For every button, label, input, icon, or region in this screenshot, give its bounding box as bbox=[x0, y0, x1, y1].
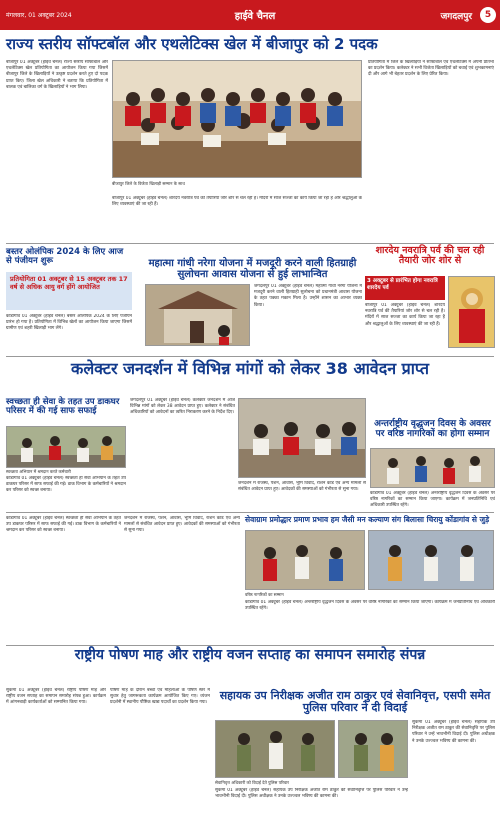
article-nutrition-col1: सुकमा 01 अक्टूबर (हाईवे चैनल) राष्ट्रीय पोषण माह और राष्ट्रीय वजन सप्ताह का समापन समारोह संपन्न हुआ। कार्यक्रम में आंगनबाड़ी कार्यकर्ताओं को सम्मानित किया गया। bbox=[6, 688, 106, 706]
photo-farewell-2 bbox=[338, 720, 408, 778]
article-jandarshan-col2: जनदर्शन में राजस्व, पेंशन, आवास, भूमि विवाद, राशन कार्ड एवं अन्य मामलों से संबंधित आवेदन प्राप्त हुए। आवेदकों की समस्याओं को गंभीरता से सुना गया। bbox=[238, 481, 366, 493]
photo-sewa-1-image bbox=[246, 531, 365, 590]
headline-navratri: शारदेय नवरात्रि पर्व की चल रही तैयारी जोर शोर से bbox=[375, 245, 485, 267]
article-left-b: जनदर्शन में राजस्व, पेंशन, आवास, भूमि विवाद, राशन कार्ड एवं अन्य मामलों से संबंधित आवेदन प्राप्त हुए। आवेदकों की समस्याओं को गंभीरता से सुना गया। bbox=[124, 516, 240, 534]
article-police-farewell: सुकमा 01 अक्टूबर (हाईवे चैनल) सहायक उप निरीक्षक अजीत राम ठाकुर की सेवानिवृत्ति पर पुलिस परिवार ने उन्हें भावभीनी विदाई दी। पुलिस अधीक्षक ने उनके उज्ज्वल भविष्य की कामना की। bbox=[215, 788, 408, 800]
headline-swachhata: स्वच्छता ही सेवा के तहत उप डाकघर परिसर में की गई साफ सफाई bbox=[6, 397, 120, 417]
article-swachhata: कोंडागांव 01 अक्टूबर (हाईवे चैनल) स्वच्छता ही सेवा अभियान के तहत उप डाकघर परिसर में साफ सफाई की गई। डाक विभाग के कर्मचारियों ने श्रमदान कर परिसर को स्वच्छ बनाया। bbox=[6, 476, 126, 494]
article-main-col3: बीजापुर 01 अक्टूबर (हाईवे चैनल) शारदेय नवरात्रि पर्व की तैयारियां जोर शोर से चल रही है। मंदिरों में साज सज्जा का कार्य किया जा रहा है और श्रद्धालुओं के लिए व्यवस्थाएं की जा रही हैं। bbox=[112, 196, 362, 208]
article-nutrition-col2: पोषण माह के दौरान बच्चों एवं महिलाओं के पोषण स्तर में सुधार हेतु जागरूकता कार्यक्रम आयोजित किए गए। व्यंजन प्रदर्शनी में स्थानीय पौष्टिक खाद्य पदार्थों का प्रदर्शन किया गया। bbox=[110, 688, 210, 706]
article-left-a: कोंडागांव 01 अक्टूबर (हाईवे चैनल) स्वच्छता ही सेवा अभियान के तहत उप डाकघर परिसर में साफ सफाई की गई। डाक विभाग के कर्मचारियों ने श्रमदान कर परिसर को स्वच्छ बनाया। bbox=[6, 516, 121, 534]
paper-name: हाईवे चैनल bbox=[234, 11, 276, 22]
photo-sewa-2-image bbox=[369, 531, 494, 590]
photo-swachhata-image bbox=[7, 427, 126, 468]
headline-main: राज्य स्तरीय सॉफ्टबॉल और एथलेटिक्स खेल में बीजापुर को 2 पदक bbox=[6, 35, 378, 53]
headline-nrega: महात्मा गांधी नरेगा योजना में मजदूरी करने वाली हितग्राही सुलोचना आवास योजना से हुई लाभान्वित bbox=[148, 258, 357, 280]
divider bbox=[6, 512, 494, 513]
photo-sewa-caption: वरिष्ठ नागरिकों का सम्मान bbox=[245, 592, 284, 597]
headline-jandarshan: कलेक्टर जनदर्शन में विभिन्न मांगों को लेकर 38 आवेदन प्राप्त bbox=[71, 359, 429, 378]
photo-farewell-2-image bbox=[339, 721, 408, 778]
article-senior-citizens: कोंडागांव 01 अक्टूबर (हाईवे चैनल) अन्तर्राष्ट्रीय वृद्धजन दिवस के अवसर पर वरिष्ठ नागरिकों का सम्मान किया जाएगा। कार्यक्रम में जनप्रतिनिधि एवं अधिकारी उपस्थित रहेंगे। bbox=[370, 491, 495, 509]
headline-police-farewell: सहायक उप निरीक्षक अजीत राम ठाकुर एवं सेवानिवृत्त, एसपी समेत पुलिस परिवार ने दी विदाई bbox=[219, 689, 491, 715]
highlight-box-text: प्रतियोगिता 01 अक्टूबर से 15 अक्टूबर तक 17 वर्ष से अधिक आयु वर्ग होंगे आयोजित bbox=[10, 275, 128, 291]
photo-goddess bbox=[448, 276, 495, 348]
edition-place: जगदलपुर bbox=[440, 11, 472, 22]
article-nrega: जगदलपुर 01 अक्टूबर (हाईवे चैनल) महात्मा गांधी नरेगा योजना में मजदूरी करने वाली हितग्राही सुलोचना को प्रधानमंत्री आवास योजना के तहत पक्का मकान मिला है। उन्होंने शासन का आभार व्यक्त किया। bbox=[254, 284, 362, 308]
article-navratri: बीजापुर 01 अक्टूबर (हाईवे चैनल) शारदेय नवरात्रि पर्व की तैयारियां जोर शोर से चल रही है। मंदिरों में साज सज्जा का कार्य किया जा रहा है और श्रद्धालुओं के लिए व्यवस्थाएं की जा रही हैं। bbox=[365, 303, 445, 327]
divider bbox=[6, 243, 494, 244]
photo-sewa-1 bbox=[245, 530, 365, 590]
photo-house-image bbox=[146, 285, 250, 346]
masthead bbox=[0, 0, 500, 30]
article-main-col1: बीजापुर 01 अक्टूबर (हाईवे चैनल) राज्य स्तरीय सॉफ्टबॉल और एथलेटिक्स खेल प्रतियोगिता का आयोजन किया गया जिसमें बीजापुर जिले के खिलाड़ियों ने उत्कृष्ट प्रदर्शन करते हुए दो पदक प्राप्त किए। जिला खेल अधिकारी ने बताया कि प्रतियोगिता में बालक एवं बालिका वर्ग के खिलाड़ियों ने भाग लिया। bbox=[6, 60, 108, 90]
headline-bastar-olympic: बस्तर ओलंपिक 2024 के लिए आज से पंजीयन शुरू bbox=[6, 247, 124, 267]
photo-swachhata bbox=[6, 426, 126, 468]
article-bastar-olympic: कोंडागांव 01 अक्टूबर (हाईवे चैनल) बस्तर ओलंपिक 2024 के लिए पंजीयन प्रारंभ हो गया है। प्रतियोगिता में विभिन्न खेलों का आयोजन किया जाएगा जिसमें ग्रामीण एवं शहरी खिलाड़ी भाग लेंगे। bbox=[6, 314, 132, 332]
photo-farewell-1 bbox=[215, 720, 335, 778]
divider bbox=[6, 356, 494, 357]
navratri-subhead: 3 अक्टूबर से प्रारंभित होगा नवरात्रि शारदेय पर्व bbox=[365, 276, 445, 300]
photo-goddess-image bbox=[449, 277, 495, 348]
photo-sewa-2 bbox=[368, 530, 494, 590]
photo-athletes bbox=[112, 60, 362, 178]
headline-sewa: सेवाग्राम प्रमोद्धार प्रमाण प्रभाव हम जैसी मन कल्याण संग बिलासा चिरायु कोंडागांव से जुड़े bbox=[245, 515, 490, 524]
photo-senior bbox=[370, 448, 495, 488]
headline-nutrition: राष्ट्रीय पोषण माह और राष्ट्रीय वजन सप्ताह का समापन समारोह संपन्न bbox=[74, 647, 426, 663]
page-number: 5 bbox=[480, 7, 496, 23]
photo-athletes-caption: बीजापुर जिले के विजेता खिलाड़ी सम्मान के साथ bbox=[112, 181, 185, 186]
photo-swachhata-caption: स्वच्छता अभियान में श्रमदान करते कर्मचारी bbox=[6, 469, 71, 474]
issue-date: मंगलवार, 01 अक्टूबर 2024 bbox=[6, 12, 72, 19]
divider bbox=[6, 645, 494, 646]
photo-athletes-image bbox=[113, 61, 362, 178]
photo-house bbox=[145, 284, 250, 346]
headline-senior-citizens: अन्तर्राष्ट्रीय वृद्धजन दिवस के अवसर पर वरिष्ठ नागरिकों का होगा सम्मान bbox=[374, 419, 491, 439]
article-main-col2: प्रतियोगिता में जिले के खिलाड़ियों ने सॉफ्टबॉल एवं एथलेटिक्स में अपनी प्रतिभा का प्रदर्शन किया। कलेक्टर ने सभी विजेता खिलाड़ियों को बधाई एवं शुभकामनाएं दी और आगे भी बेहतर प्रदर्शन के लिए प्रेरित किया। bbox=[368, 60, 494, 78]
photo-senior-image bbox=[371, 449, 495, 488]
article-sewa: कोंडागांव 01 अक्टूबर (हाईवे चैनल) अन्तर्राष्ट्रीय वृद्धजन दिवस के अवसर पर वरिष्ठ नागरिकों का सम्मान किया जाएगा। कार्यक्रम में जनप्रतिनिधि एवं अधिकारी उपस्थित रहेंगे। bbox=[245, 600, 495, 612]
article-police-farewell-col2: सुकमा 01 अक्टूबर (हाईवे चैनल) सहायक उप निरीक्षक अजीत राम ठाकुर की सेवानिवृत्ति पर पुलिस परिवार ने उन्हें भावभीनी विदाई दी। पुलिस अधीक्षक ने उनके उज्ज्वल भविष्य की कामना की। bbox=[412, 720, 495, 744]
article-jandarshan-col1: जगदलपुर 01 अक्टूबर (हाईवे चैनल) कलेक्टर जनदर्शन में आज विभिन्न मांगों को लेकर 38 आवेदन प्राप्त हुए। कलेक्टर ने संबंधित अधिकारियों को आवेदनों का त्वरित निराकरण करने के निर्देश दिए। bbox=[130, 398, 235, 416]
photo-jandarshan-image bbox=[239, 399, 366, 478]
photo-farewell-1-image bbox=[216, 721, 335, 778]
photo-farewell-caption: सेवानिवृत्त अधिकारी को विदाई देते पुलिस परिवार bbox=[215, 780, 289, 785]
photo-jandarshan bbox=[238, 398, 366, 478]
